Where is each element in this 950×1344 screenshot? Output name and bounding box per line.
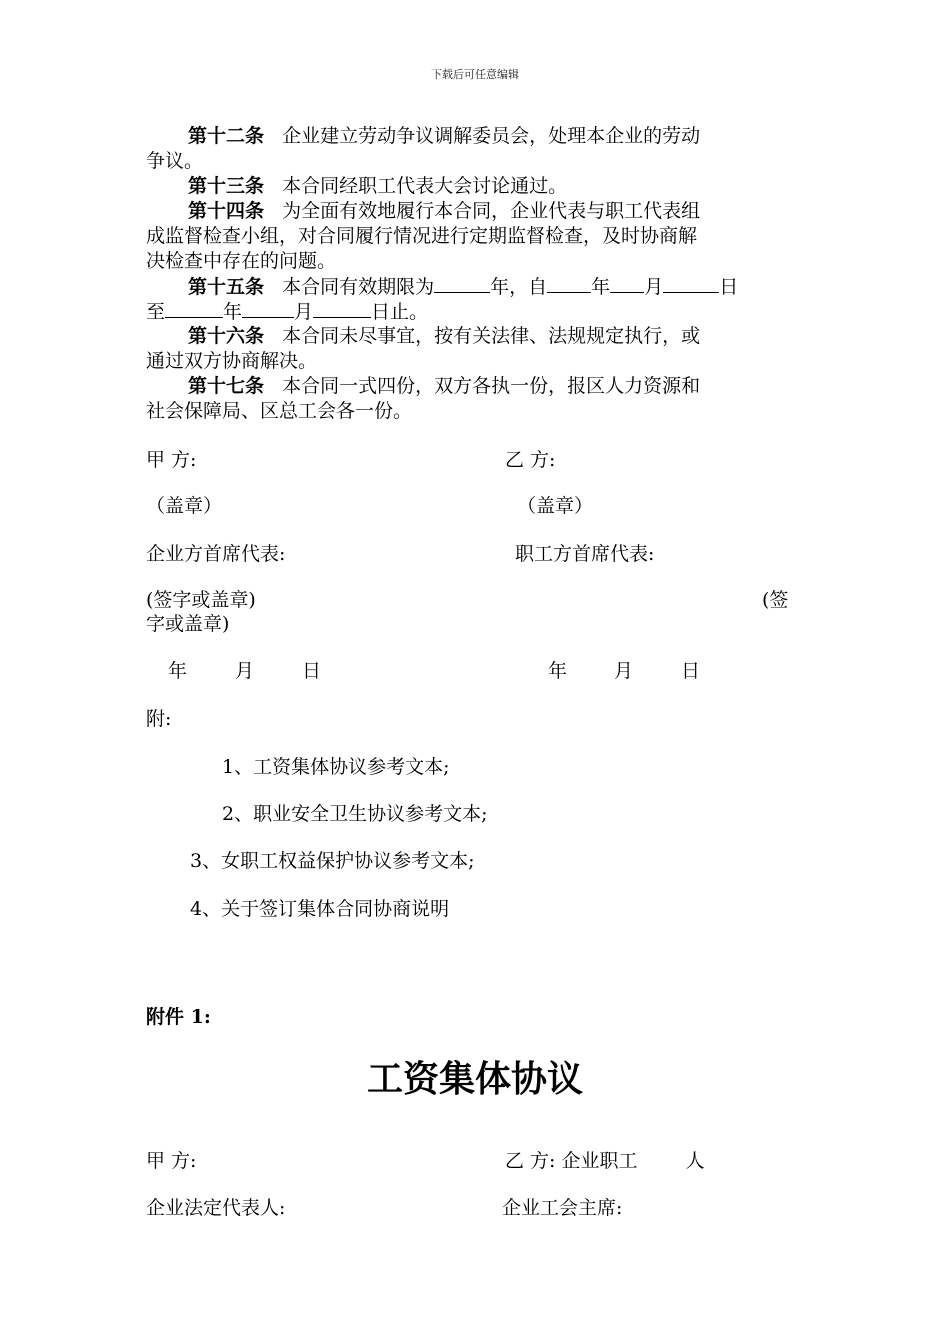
attachment-item: 3、女职工权益保护协议参考文本; <box>190 850 475 872</box>
article-16-line2: 通过双方协商解决。 <box>146 350 318 372</box>
blank-end-year[interactable] <box>165 299 223 318</box>
date-a-year: 年 <box>168 660 188 682</box>
article-text: 年，自 <box>490 276 548 298</box>
appendix-party-b <box>505 1149 705 1174</box>
article-14-line3: 决检查中存在的问题。 <box>146 250 337 272</box>
article-label: 第十四条 <box>188 200 265 222</box>
appendix-union-chair: 企业工会主席: <box>502 1197 623 1219</box>
attachments-label: 附: <box>146 708 172 730</box>
article-text: 本合同一式四份，双方各执一份，报区人力资源和 <box>282 375 701 397</box>
seal-a: （盖章） <box>146 495 223 517</box>
blank-end-day[interactable] <box>313 299 371 318</box>
article-12-line1 <box>188 124 700 149</box>
article-text: 本合同有效期限为 <box>282 276 435 298</box>
attachment-item: 1、工资集体协议参考文本; <box>222 756 450 778</box>
date-b-year: 年 <box>548 660 568 682</box>
article-label: 第十七条 <box>188 375 265 397</box>
article-text: 本合同经职工代表大会讨论通过。 <box>282 175 568 197</box>
article-text: 年 <box>223 301 243 323</box>
article-text: 月 <box>294 301 314 323</box>
article-text: 年 <box>591 276 611 298</box>
article-text: 至 <box>146 301 166 323</box>
sign-a: (签字或盖章) <box>146 589 256 611</box>
article-13-line1 <box>188 174 567 199</box>
date-b-day: 日 <box>681 660 701 682</box>
article-text: 本合同未尽事宜，按有关法律、法规规定执行，或 <box>282 325 701 347</box>
article-15-line1 <box>188 274 738 300</box>
appendix-party-a: 甲 方: <box>146 1150 197 1172</box>
appendix-label: 附件 1: <box>146 1006 211 1028</box>
rep-a-label: 企业方首席代表: <box>146 543 286 565</box>
date-a-day: 日 <box>302 660 322 682</box>
date-b-month: 月 <box>614 660 634 682</box>
article-text: 日 <box>719 276 739 298</box>
date-a-month: 月 <box>235 660 255 682</box>
article-label: 第十三条 <box>188 175 265 197</box>
blank-end-month[interactable] <box>242 299 294 318</box>
blank-years[interactable] <box>434 274 490 293</box>
article-text: 月 <box>644 276 664 298</box>
article-14-line2: 成监督检查小组，对合同履行情况进行定期监督检查，及时协商解 <box>146 225 698 247</box>
article-label: 第十六条 <box>188 325 265 347</box>
attachment-item: 4、关于签订集体合同协商说明 <box>190 898 450 920</box>
page-header: 下载后可任意编辑 <box>431 68 519 81</box>
rep-b-label: 职工方首席代表: <box>515 543 655 565</box>
blank-start-year[interactable] <box>547 274 591 293</box>
article-17-line2: 社会保障局、区总工会各一份。 <box>146 400 413 422</box>
article-label: 第十五条 <box>188 276 265 298</box>
article-17-line1 <box>188 374 700 399</box>
article-15-line2 <box>146 299 428 325</box>
article-text: 企业建立劳动争议调解委员会，处理本企业的劳动 <box>282 125 701 147</box>
article-14-line1 <box>188 199 700 224</box>
article-text: 为全面有效地履行本合同，企业代表与职工代表组 <box>282 200 701 222</box>
seal-b: （盖章） <box>517 495 594 517</box>
appendix-title: 工资集体协议 <box>366 1059 583 1100</box>
blank-start-day[interactable] <box>663 274 719 293</box>
sign-b-part2: 字或盖章) <box>146 613 230 635</box>
appendix-party-b-text: 乙 方: 企业职工 <box>505 1150 638 1172</box>
appendix-legal-rep: 企业法定代表人: <box>146 1197 286 1219</box>
article-12-line2: 争议。 <box>146 150 204 172</box>
article-label: 第十二条 <box>188 125 265 147</box>
party-a-label: 甲 方: <box>146 449 197 471</box>
sign-b-part1: (签 <box>762 589 789 611</box>
appendix-party-b-unit: 人 <box>685 1150 705 1172</box>
attachment-item: 2、职业安全卫生协议参考文本; <box>222 803 488 825</box>
party-b-label: 乙 方: <box>505 449 556 471</box>
blank-start-month[interactable] <box>610 274 644 293</box>
article-16-line1 <box>188 324 700 349</box>
article-text: 日止。 <box>371 301 429 323</box>
